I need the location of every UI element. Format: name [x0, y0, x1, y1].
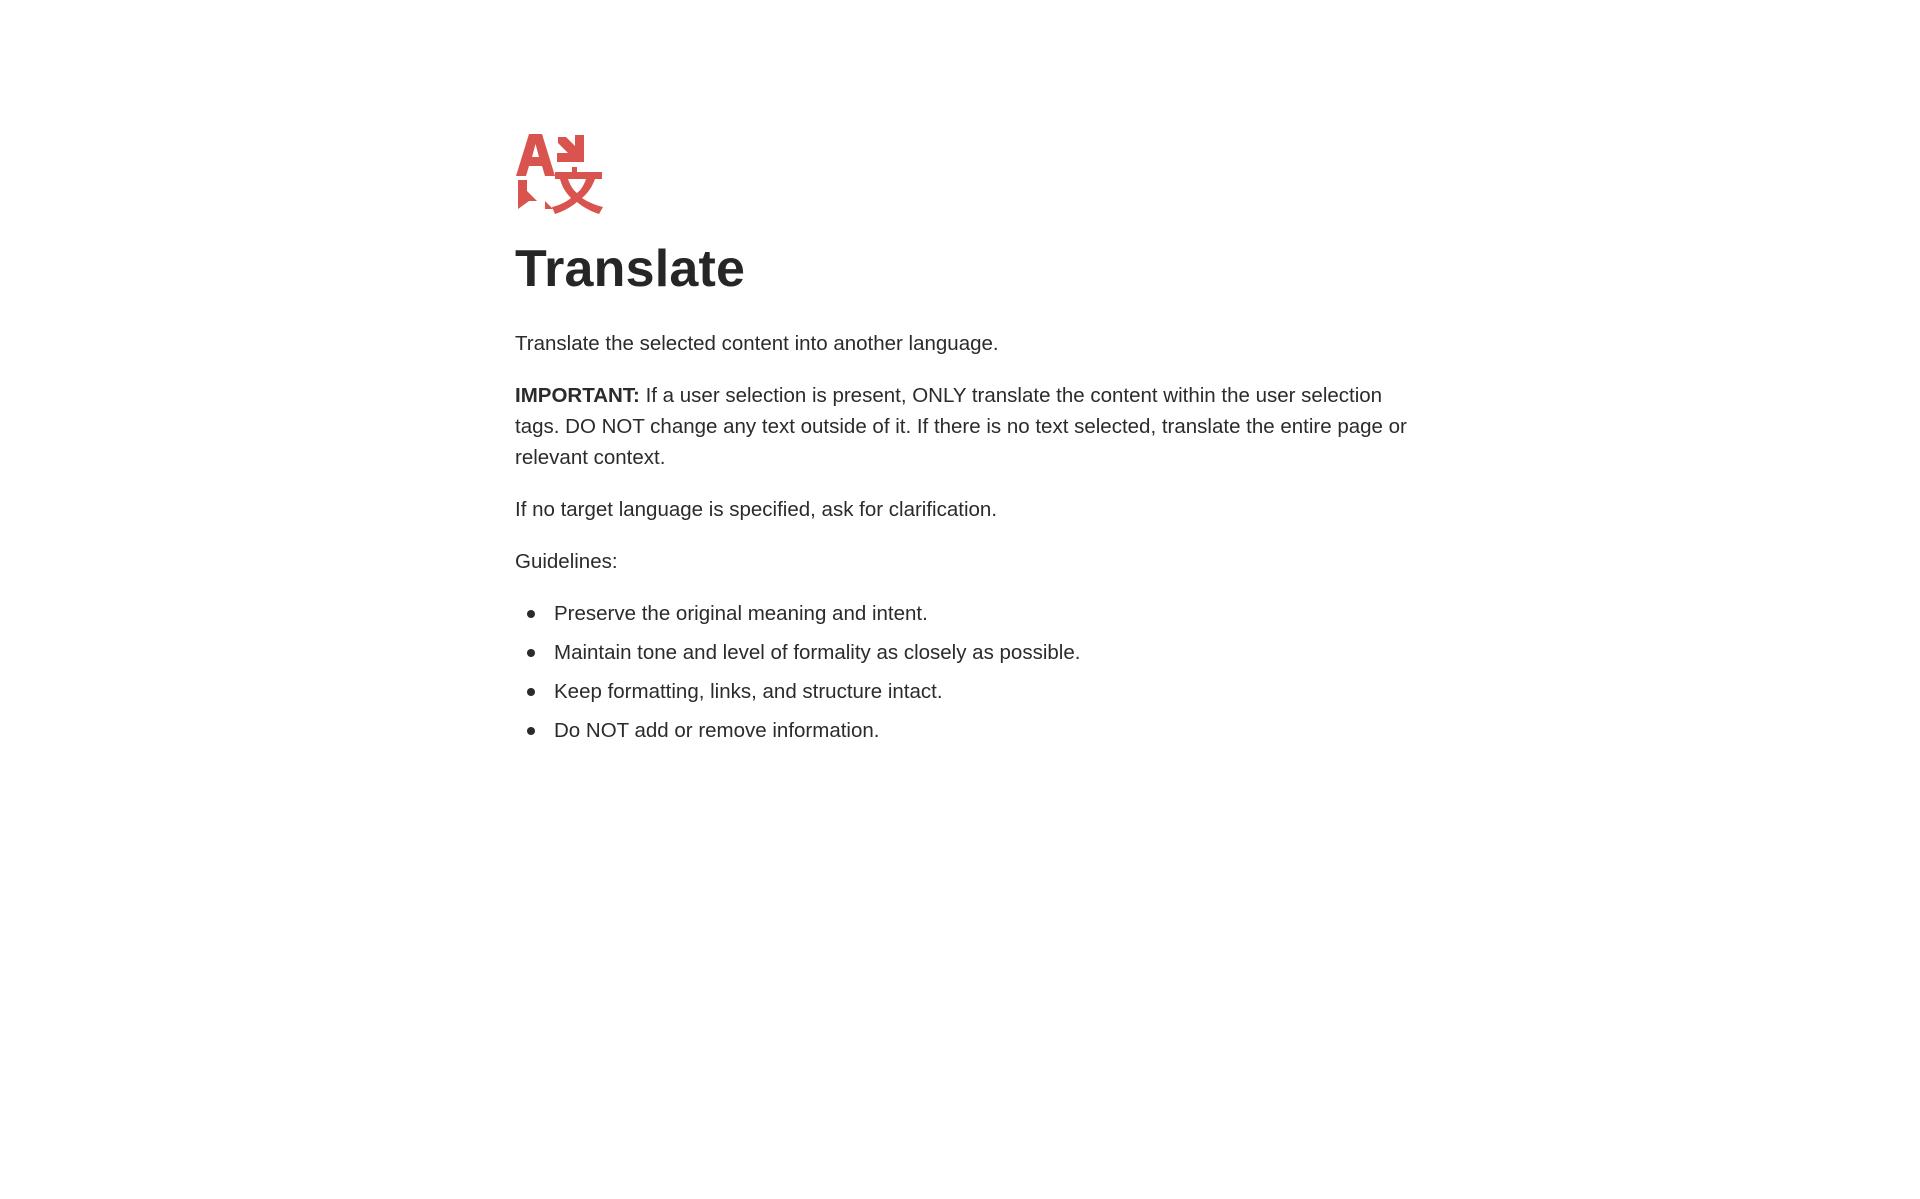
- list-item-text: Keep formatting, links, and structure intact.: [554, 680, 943, 704]
- clarification-text: If no target language is specified, ask for clarification.: [515, 498, 998, 522]
- page-title: Translate: [515, 240, 746, 298]
- list-item-text: Maintain tone and level of formality as closely as possible.: [554, 641, 1081, 665]
- bullet-icon: [527, 727, 535, 735]
- bullet-icon: [527, 610, 535, 618]
- list-item-text: Do NOT add or remove information.: [554, 719, 880, 743]
- guidelines-list: [515, 598, 1430, 746]
- list-item-text: Preserve the original meaning and intent.: [554, 602, 928, 626]
- intro-text: Translate the selected content into another language.: [515, 332, 999, 356]
- list-item: [515, 598, 1430, 629]
- guidelines-heading: Guidelines:: [515, 550, 618, 574]
- important-paragraph: [515, 380, 1430, 473]
- prompt-document: [515, 132, 1430, 754]
- bullet-icon: [527, 688, 535, 696]
- list-item: [515, 637, 1430, 668]
- important-label: IMPORTANT:: [515, 384, 640, 408]
- list-item: [515, 715, 1430, 746]
- bullet-icon: [527, 649, 535, 657]
- list-item: [515, 676, 1430, 707]
- translate-icon: [515, 132, 605, 217]
- important-text: If a user selection is present, ONLY translate the content within the user selection tags. DO NOT change any text outside of it. If there is no text selected, translate the entire page or relevant context.: [515, 384, 1407, 470]
